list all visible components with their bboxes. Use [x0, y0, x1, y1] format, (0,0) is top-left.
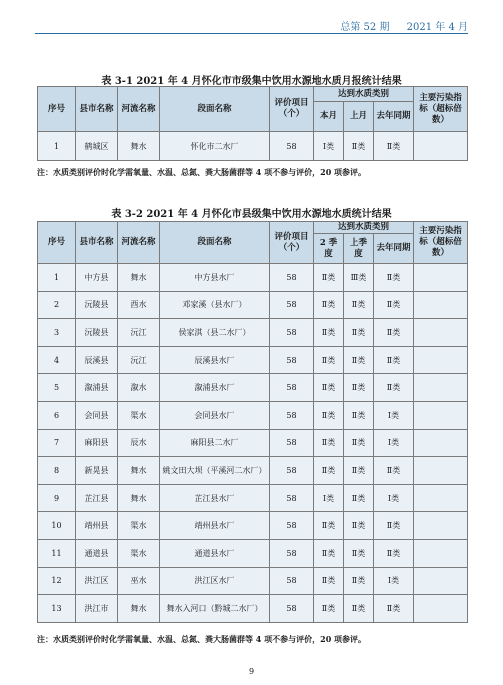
cell-items: 58	[270, 264, 314, 292]
cell-river: 舞水	[118, 595, 160, 623]
cell-pollutant	[414, 484, 468, 512]
cell-last-month: Ⅱ类	[344, 567, 374, 595]
t1-header-county: 县市名称	[76, 87, 118, 132]
cell-last-month: Ⅲ类	[344, 264, 374, 292]
cell-pollutant	[414, 401, 468, 429]
cell-seq: 3	[38, 319, 76, 347]
cell-section: 洪江区水厂	[160, 567, 270, 595]
t1-header-this-month: 本月	[314, 102, 344, 132]
cell-last-year: Ⅱ类	[374, 374, 414, 402]
table1	[37, 86, 468, 161]
cell-this-month: Ⅱ类	[314, 539, 344, 567]
cell-seq: 2	[38, 291, 76, 319]
t2-header-county: 县市名称	[76, 222, 118, 264]
table2-title: 表 3-2 2021 年 4 月怀化市县级集中饮用水源地水质统计结果	[111, 209, 392, 220]
cell-last-year: Ⅱ类	[374, 512, 414, 540]
cell-seq: 1	[38, 264, 76, 292]
cell-county: 中方县	[76, 264, 118, 292]
cell-items: 58	[270, 291, 314, 319]
cell-pollutant	[414, 374, 468, 402]
cell-section: 芷江县水厂	[160, 484, 270, 512]
t1-header-items: 评价项目（个）	[270, 87, 314, 132]
cell-last-year: Ⅱ类	[374, 457, 414, 485]
cell-last-month: Ⅱ类	[344, 512, 374, 540]
cell-last-month: Ⅱ类	[344, 539, 374, 567]
cell-items: 58	[270, 346, 314, 374]
table-row	[38, 264, 468, 292]
cell-items: 58	[270, 429, 314, 457]
cell-last-year: Ⅱ类	[374, 132, 414, 161]
cell-last-year: Ⅰ类	[374, 567, 414, 595]
page-number: 9	[248, 667, 255, 676]
cell-last-year: Ⅰ类	[374, 429, 414, 457]
cell-county: 沅陵县	[76, 319, 118, 347]
table-row	[38, 484, 468, 512]
cell-river: 辰水	[118, 429, 160, 457]
cell-river: 舞水	[118, 457, 160, 485]
cell-last-month: Ⅱ类	[344, 374, 374, 402]
table1-note: 注：水质类别评价时化学需氧量、水温、总氮、粪大肠菌群等 4 项不参与评价，20 项参评。	[37, 167, 367, 177]
t1-header-group: 达到水质类别	[314, 87, 414, 102]
cell-section: 邓家溪（县水厂）	[160, 291, 270, 319]
cell-this-month: Ⅱ类	[314, 567, 344, 595]
cell-this-month: Ⅱ类	[314, 291, 344, 319]
cell-pollutant	[414, 346, 468, 374]
cell-county: 会同县	[76, 401, 118, 429]
issue-number: 总第 52 期	[340, 22, 390, 33]
cell-last-year: Ⅱ类	[374, 595, 414, 623]
cell-items: 58	[270, 567, 314, 595]
t2-header-pollutant: 主要污染指标（超标倍数）	[414, 222, 468, 264]
t2-header-items: 评价项目（个）	[270, 222, 314, 264]
t2-header-seq: 序号	[38, 222, 76, 264]
t2-header-this-quarter: 2 季度	[314, 234, 344, 264]
cell-seq: 4	[38, 346, 76, 374]
table-row	[38, 132, 468, 161]
cell-last-year: Ⅱ类	[374, 291, 414, 319]
cell-last-month: Ⅱ类	[344, 595, 374, 623]
table-row	[38, 512, 468, 540]
cell-section: 通道县水厂	[160, 539, 270, 567]
cell-this-month: Ⅱ类	[314, 429, 344, 457]
cell-seq: 11	[38, 539, 76, 567]
cell-pollutant	[414, 264, 468, 292]
cell-pollutant	[414, 595, 468, 623]
header-rule	[35, 33, 468, 34]
cell-items: 58	[270, 595, 314, 623]
cell-this-month: Ⅱ类	[314, 512, 344, 540]
cell-river: 渠水	[118, 512, 160, 540]
t2-header-last-quarter: 上季度	[344, 234, 374, 264]
cell-this-month: Ⅱ类	[314, 319, 344, 347]
cell-this-month: Ⅱ类	[314, 346, 344, 374]
page-header	[326, 18, 468, 33]
cell-section: 舞水入河口（黔城二水厂）	[160, 595, 270, 623]
cell-seq: 9	[38, 484, 76, 512]
cell-last-month: Ⅱ类	[344, 401, 374, 429]
t2-header-last-year: 去年同期	[374, 234, 414, 264]
cell-river: 沅江	[118, 346, 160, 374]
cell-pollutant	[414, 567, 468, 595]
cell-last-year: Ⅰ类	[374, 401, 414, 429]
t1-header-pollutant: 主要污染指标（超标倍数）	[414, 87, 468, 132]
cell-seq: 8	[38, 457, 76, 485]
cell-items: 58	[270, 539, 314, 567]
cell-last-month: Ⅱ类	[344, 457, 374, 485]
table-row	[38, 401, 468, 429]
cell-section: 辰溪县水厂	[160, 346, 270, 374]
cell-last-month: Ⅱ类	[344, 132, 374, 161]
t1-header-seq: 序号	[38, 87, 76, 132]
cell-county: 洪江区	[76, 567, 118, 595]
t1-header-last-year: 去年同期	[374, 102, 414, 132]
cell-pollutant	[414, 457, 468, 485]
cell-this-month: Ⅱ类	[314, 374, 344, 402]
cell-pollutant	[414, 539, 468, 567]
cell-river: 舞水	[118, 484, 160, 512]
cell-section: 姚文田大坝（平溪河二水厂）	[160, 457, 270, 485]
cell-last-month: Ⅱ类	[344, 319, 374, 347]
t1-header-last-month: 上月	[344, 102, 374, 132]
issue-date: 2021 年 4 月	[406, 22, 468, 33]
cell-last-year: Ⅱ类	[374, 264, 414, 292]
cell-seq: 13	[38, 595, 76, 623]
t2-header-river: 河流名称	[118, 222, 160, 264]
table-row	[38, 567, 468, 595]
cell-river: 渠水	[118, 539, 160, 567]
cell-items: 58	[270, 374, 314, 402]
cell-seq: 10	[38, 512, 76, 540]
cell-this-month: Ⅱ类	[314, 264, 344, 292]
cell-seq: 7	[38, 429, 76, 457]
cell-county: 辰溪县	[76, 346, 118, 374]
cell-items: 58	[270, 484, 314, 512]
cell-seq: 6	[38, 401, 76, 429]
cell-items: 58	[270, 401, 314, 429]
cell-section: 怀化市二水厂	[160, 132, 270, 161]
cell-county: 靖州县	[76, 512, 118, 540]
cell-this-month: Ⅱ类	[314, 457, 344, 485]
table-row	[38, 374, 468, 402]
cell-section: 麻阳县二水厂	[160, 429, 270, 457]
table-row	[38, 346, 468, 374]
cell-last-year: Ⅱ类	[374, 346, 414, 374]
t2-header-group: 达到水质类别	[314, 222, 414, 234]
cell-last-month: Ⅱ类	[344, 484, 374, 512]
cell-last-month: Ⅱ类	[344, 346, 374, 374]
cell-county: 新晃县	[76, 457, 118, 485]
cell-items: 58	[270, 319, 314, 347]
cell-river: 舞水	[118, 132, 160, 161]
cell-section: 会同县水厂	[160, 401, 270, 429]
cell-river: 巫水	[118, 567, 160, 595]
cell-county: 沅陵县	[76, 291, 118, 319]
cell-pollutant	[414, 512, 468, 540]
cell-section: 侯家淇（县二水厂）	[160, 319, 270, 347]
cell-river: 舞水	[118, 264, 160, 292]
cell-section: 溆浦县水厂	[160, 374, 270, 402]
cell-last-month: Ⅱ类	[344, 291, 374, 319]
table-row	[38, 429, 468, 457]
table-row	[38, 595, 468, 623]
table-row	[38, 319, 468, 347]
cell-section: 靖州县水厂	[160, 512, 270, 540]
table2-note: 注：水质类别评价时化学需氧量、水温、总氮、粪大肠菌群等 4 项不参与评价，20 项参评。	[37, 634, 367, 644]
table-row	[38, 291, 468, 319]
cell-pollutant	[414, 291, 468, 319]
cell-county: 芷江县	[76, 484, 118, 512]
cell-river: 酉水	[118, 291, 160, 319]
t1-header-river: 河流名称	[118, 87, 160, 132]
cell-last-year: Ⅱ类	[374, 319, 414, 347]
cell-county: 鹤城区	[76, 132, 118, 161]
cell-last-year: Ⅱ类	[374, 539, 414, 567]
cell-section: 中方县水厂	[160, 264, 270, 292]
cell-county: 通道县	[76, 539, 118, 567]
cell-items: 58	[270, 457, 314, 485]
cell-river: 溆水	[118, 374, 160, 402]
t1-header-section: 段面名称	[160, 87, 270, 132]
cell-county: 洪江市	[76, 595, 118, 623]
cell-items: 58	[270, 132, 314, 161]
cell-last-month: Ⅱ类	[344, 429, 374, 457]
cell-seq: 5	[38, 374, 76, 402]
cell-this-month: Ⅱ类	[314, 595, 344, 623]
cell-last-year: Ⅰ类	[374, 484, 414, 512]
cell-pollutant	[414, 429, 468, 457]
cell-seq: 1	[38, 132, 76, 161]
cell-pollutant	[414, 319, 468, 347]
cell-pollutant	[414, 132, 468, 161]
table-row	[38, 457, 468, 485]
cell-this-month: Ⅰ类	[314, 132, 344, 161]
cell-river: 渠水	[118, 401, 160, 429]
cell-seq: 12	[38, 567, 76, 595]
cell-items: 58	[270, 512, 314, 540]
table1-title: 表 3-1 2021 年 4 月怀化市市级集中饮用水源地水质月报统计结果	[101, 76, 402, 87]
cell-river: 沅江	[118, 319, 160, 347]
cell-county: 麻阳县	[76, 429, 118, 457]
table-row	[38, 539, 468, 567]
t2-header-section: 段面名称	[160, 222, 270, 264]
cell-this-month: Ⅰ类	[314, 484, 344, 512]
cell-this-month: Ⅱ类	[314, 401, 344, 429]
cell-county: 溆浦县	[76, 374, 118, 402]
table2	[37, 221, 468, 623]
